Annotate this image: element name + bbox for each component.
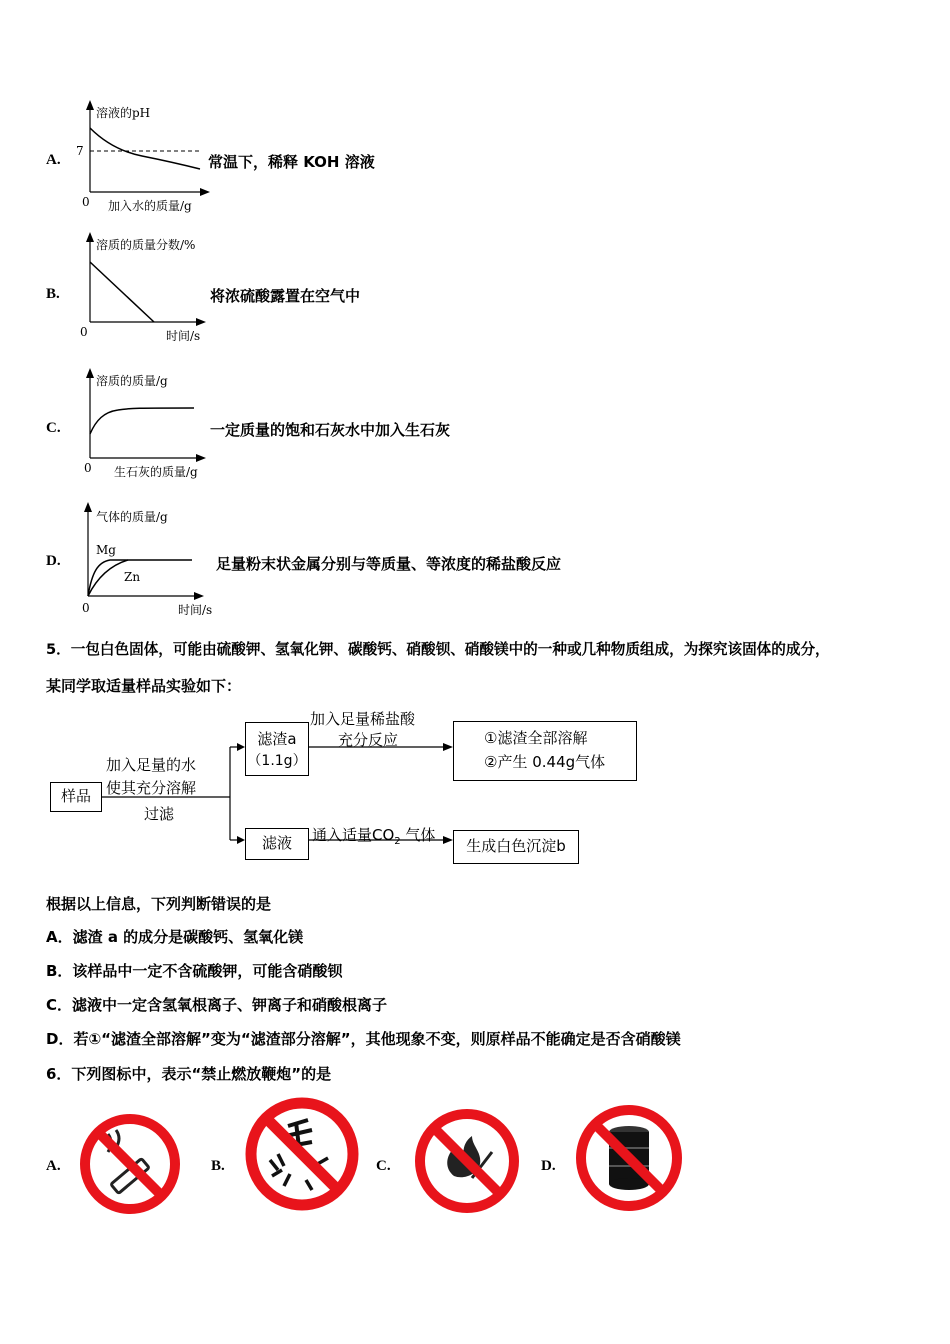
flow-filtrate-box bbox=[245, 828, 309, 860]
flow-result1-line1: ①滤渣全部溶解 bbox=[484, 729, 588, 747]
q5-choice-d[interactable]: D．若①“滤渣全部溶解”变为“滤渣部分溶解”，其他现象不变，则原样品不能确定是否含硝酸镁 bbox=[46, 1030, 681, 1048]
flow-result1-line2: ②产生 0.44g气体 bbox=[484, 753, 606, 771]
no-firecrackers-sign-icon[interactable] bbox=[244, 1096, 360, 1212]
q5-choice-a[interactable]: A．滤渣 a 的成分是碳酸钙、氢氧化镁 bbox=[46, 928, 304, 946]
flow-step1-line3: 过滤 bbox=[144, 805, 175, 823]
chart-a-tick-7: 7 bbox=[76, 144, 84, 158]
option-letter: A. bbox=[46, 152, 61, 168]
flow-result2-label: 生成白色沉淀b bbox=[466, 837, 566, 855]
q6-option-a-letter: A. bbox=[46, 1158, 61, 1174]
flow-sample-box bbox=[50, 782, 102, 812]
no-open-flame-sign-icon[interactable] bbox=[412, 1106, 522, 1216]
flow-step1-line2: 使其充分溶解 bbox=[106, 779, 197, 797]
flow-step3-sub: 2 bbox=[394, 836, 401, 847]
option-letter: D. bbox=[46, 553, 61, 569]
flow-step3-label bbox=[312, 824, 435, 847]
chart-b-xlabel: 时间/s bbox=[166, 329, 201, 343]
flow-step2-line1: 加入足量稀盐酸 bbox=[310, 710, 416, 728]
chart-d-mg-label: Mg bbox=[96, 543, 116, 557]
chart-d-ylabel: 气体的质量/g bbox=[96, 510, 168, 524]
q5-stem-line1: 5．一包白色固体，可能由硫酸钾、氢氧化钾、碳酸钙、硝酸钡、硝酸镁中的一种或几种物质组成，为探究该固体的成分， bbox=[46, 641, 830, 658]
q5-prompt: 根据以上信息，下列判断错误的是 bbox=[46, 895, 272, 913]
q5-choice-b[interactable]: B．该样品中一定不含硫酸钾，可能含硝酸钡 bbox=[46, 962, 343, 980]
option-d-description: 足量粉末状金属分别与等质量、等浓度的稀盐酸反应 bbox=[216, 555, 562, 573]
flow-result1-box bbox=[453, 721, 637, 781]
q6-stem: 6．下列图标中，表示“禁止燃放鞭炮”的是 bbox=[46, 1065, 332, 1083]
chart-b-origin: 0 bbox=[80, 325, 88, 339]
chart-a-ylabel: 溶液的pH bbox=[96, 106, 151, 120]
flow-residue-box bbox=[245, 722, 309, 776]
flow-result2-box bbox=[453, 830, 579, 864]
flow-residue-line1: 滤渣a bbox=[257, 730, 297, 748]
chart-b-ylabel: 溶质的质量分数/% bbox=[96, 238, 196, 252]
option-a-description: 常温下，稀释 KOH 溶液 bbox=[208, 153, 375, 171]
q6-option-c-letter: C. bbox=[376, 1158, 391, 1174]
q6-option-d-letter: D. bbox=[541, 1158, 556, 1174]
chart-a-xlabel: 加入水的质量/g bbox=[108, 199, 192, 213]
chart-c-ylabel: 溶质的质量/g bbox=[96, 374, 168, 388]
flow-step1-line1: 加入足量的水 bbox=[106, 756, 197, 774]
flow-step2-line2: 充分反应 bbox=[338, 731, 399, 749]
option-letter: C. bbox=[46, 420, 61, 436]
chart-d-origin: 0 bbox=[82, 601, 90, 615]
chart-a-origin: 0 bbox=[82, 195, 90, 209]
chart-c-xlabel: 生石灰的质量/g bbox=[114, 465, 198, 479]
flow-filtrate-label: 滤液 bbox=[261, 834, 292, 852]
q6-option-b-letter: B. bbox=[211, 1158, 225, 1174]
flow-sample-label: 样品 bbox=[60, 787, 91, 805]
q5-stem-line2: 某同学取适量样品实验如下： bbox=[46, 677, 242, 695]
flow-step3-main: 通入适量CO bbox=[312, 826, 395, 844]
option-b-description: 将浓硫酸露置在空气中 bbox=[210, 287, 361, 305]
chart-d-xlabel: 时间/s bbox=[178, 603, 213, 617]
no-oil-barrel-sign-icon[interactable] bbox=[573, 1102, 685, 1214]
option-c-description: 一定质量的饱和石灰水中加入生石灰 bbox=[210, 421, 451, 439]
option-letter: B. bbox=[46, 286, 60, 302]
flow-residue-line2: （1.1g） bbox=[247, 753, 307, 769]
no-smoking-sign-icon[interactable] bbox=[78, 1112, 182, 1216]
chart-c-origin: 0 bbox=[84, 461, 92, 475]
chart-d-zn-label: Zn bbox=[124, 570, 141, 584]
flow-step3-tail: 气体 bbox=[400, 826, 436, 844]
q5-choice-c[interactable]: C．滤液中一定含氢氧根离子、钾离子和硝酸根离子 bbox=[46, 996, 388, 1014]
